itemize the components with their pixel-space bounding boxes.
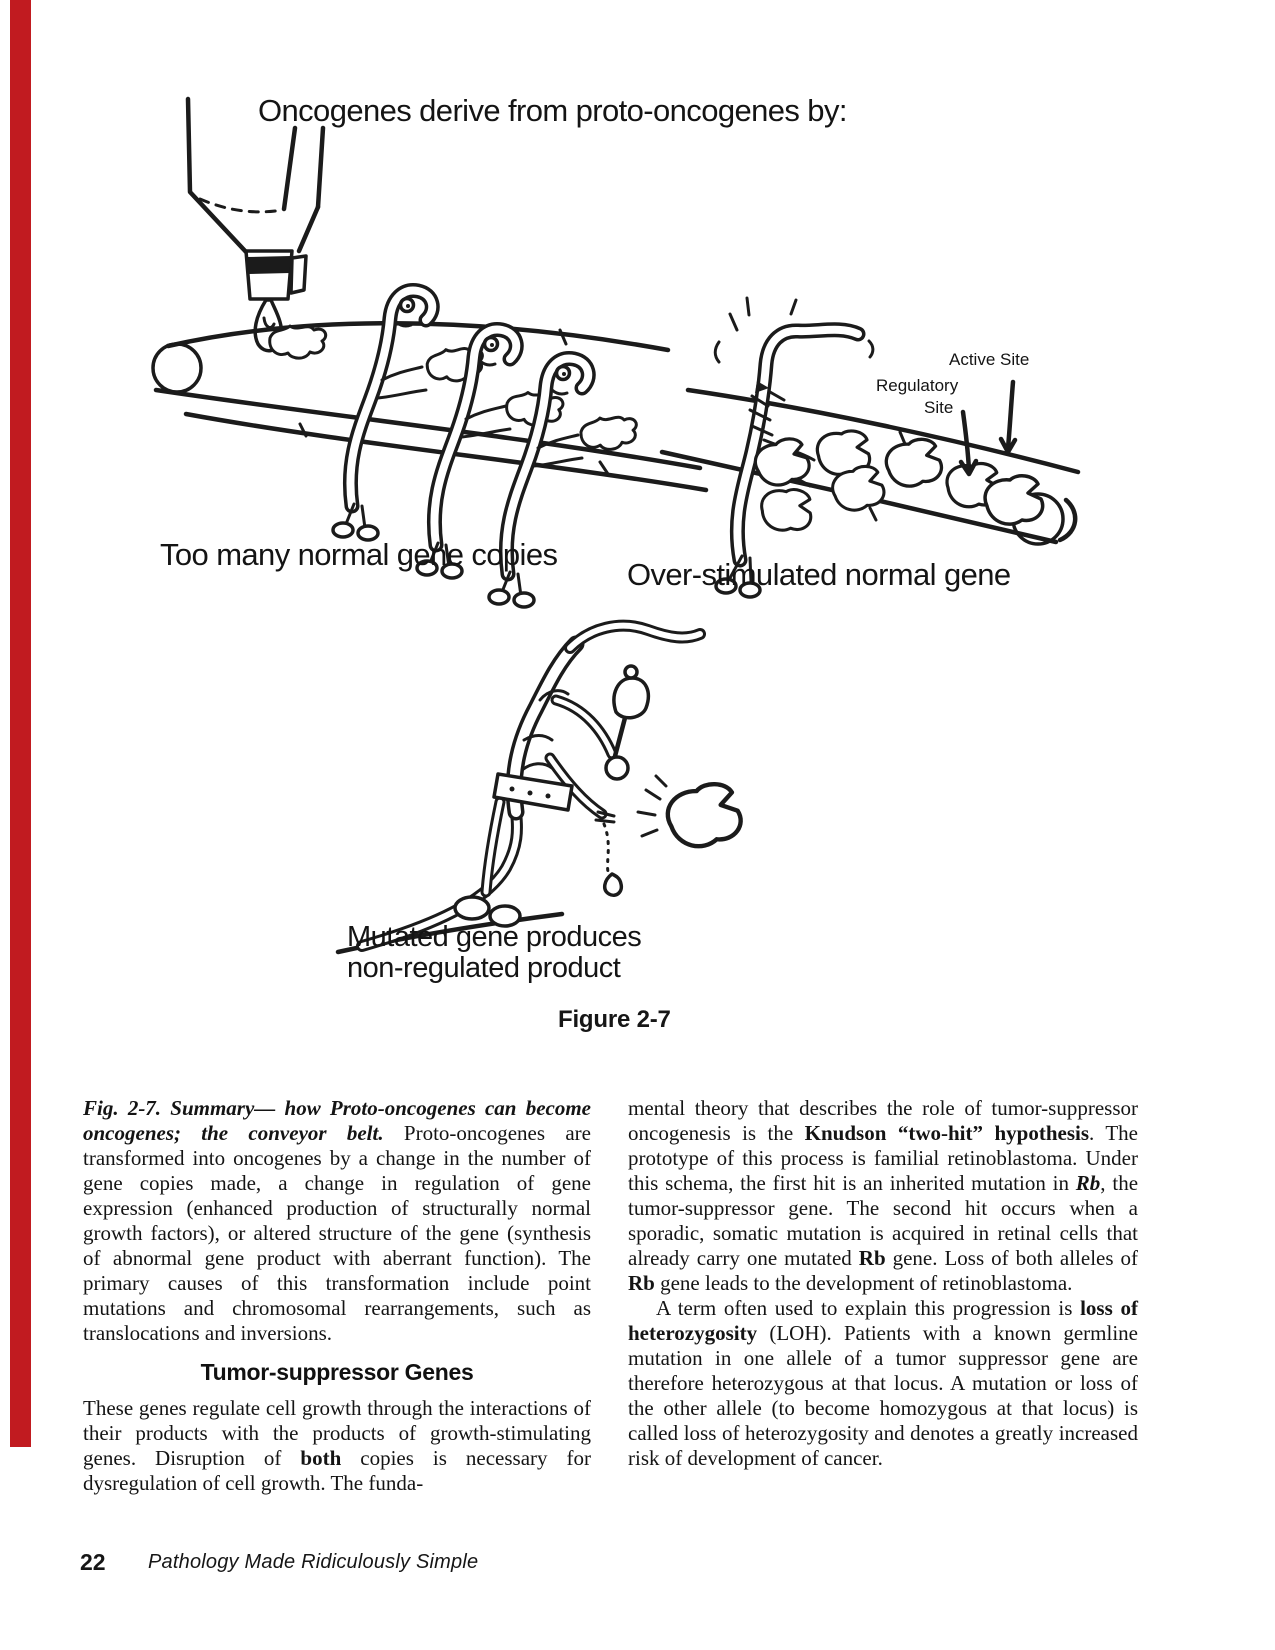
label-mutated-gene-line1: Mutated gene produces [347, 921, 642, 953]
section-heading-tumor-suppressor: Tumor-suppressor Genes [200, 1359, 474, 1385]
label-too-many-gene-copies: Too many normal gene copies [160, 537, 558, 572]
left-column-para2: These genes regulate cell growth through the interactions of their products with the products of growth-stimulating genes. Disruption of both copies is necessary for dysregulation of cell growth. The funda- [83, 1396, 591, 1495]
funnel-hopper [188, 99, 323, 299]
club-shaft [614, 714, 626, 760]
falling-drop [605, 874, 622, 895]
club-head [614, 678, 648, 718]
label-mutated-gene-line2: non-regulated product [347, 952, 621, 984]
fist [606, 757, 628, 779]
label-mutated-gene [347, 922, 641, 984]
right-column [628, 1096, 1138, 1471]
flying-product-blob [665, 782, 743, 850]
left-column-para1: Fig. 2-7. Summary— how Proto-oncogenes can become oncogenes; the conveyor belt. Proto-oncogenes are transformed into oncogenes by a change in the number of gene copies made, a change in regulation of gene expression (enhanced production of structurally normal growth factors), or altered structure of the gene (synthesis of abnormal gene product with aberrant function). The primary causes of this transformation include point mutations and chromosomal rearrangements, such as translocations and inversions. [83, 1096, 591, 1345]
label-regulatory-site-line2: Site [924, 398, 954, 417]
running-book-title: Pathology Made Ridiculously Simple [148, 1551, 479, 1573]
label-active-site: Active Site [949, 350, 1030, 369]
left-column [83, 1096, 591, 1496]
conveyor-belt-left [153, 323, 706, 490]
right-column-para2: A term often used to explain this progression is loss of heterozygosity (LOH). Patients with a known germline mutation in one allele of a tumor suppressor gene are therefore heterozygous at that locus. A mutation or loss of the other allele (to become homozygous at that locus) is called loss of heterozygosity and denotes a greatly increased risk of development of cancer. [628, 1296, 1138, 1470]
active-site-arrow [1001, 382, 1015, 452]
figure-caption: Figure 2-7 [558, 1006, 671, 1033]
label-regulatory-site-line1: Regulatory [876, 376, 959, 395]
right-column-para1: mental theory that describes the role of tumor-suppressor oncogenesis is the Knudson “two-hit” hypothesis. The prototype of this process is familial retinoblastoma. Under this schema, the first hit is an inherited mutation in Rb, the tumor-suppressor gene. The second hit occurs when a sporadic, somatic mutation is acquired in retinal cells that already carry one mutated Rb gene. Loss of both alleles of Rb gene leads to the development of retinoblastoma. [628, 1096, 1139, 1295]
page-number: 22 [80, 1549, 106, 1575]
figure-heading: Oncogenes derive from proto-oncogenes by: [258, 93, 847, 128]
spark-lines [638, 776, 666, 836]
label-over-stimulated-gene: Over-stimulated normal gene [627, 557, 1011, 592]
mutated-gene-figure [338, 626, 743, 952]
